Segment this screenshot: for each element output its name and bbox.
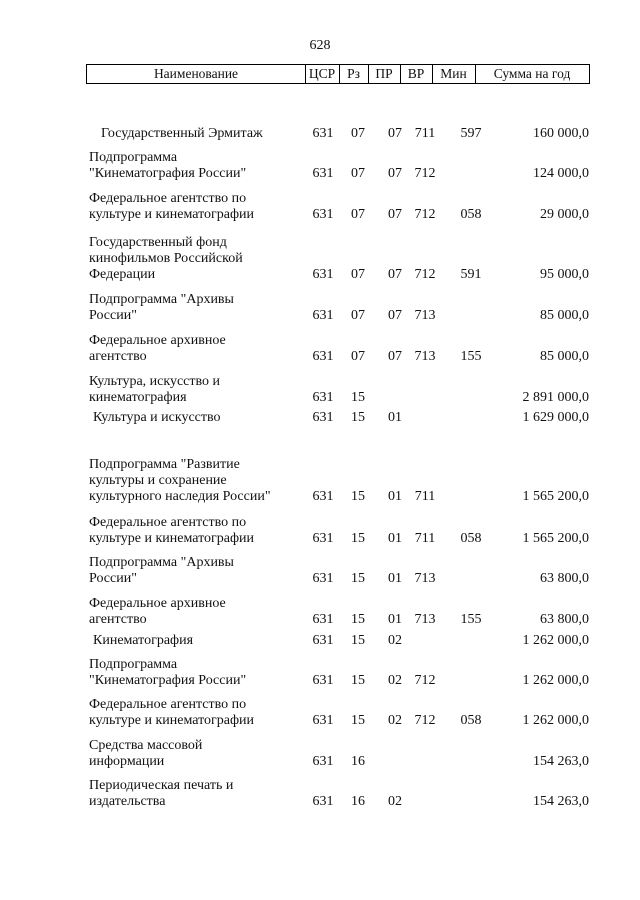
row-sum: 1 629 000,0: [522, 410, 589, 425]
row-pr: 02: [388, 673, 402, 688]
row-sum: 85 000,0: [540, 308, 589, 323]
row-vr: 712: [414, 673, 436, 688]
row-name: Федеральное архивное агентство: [89, 333, 226, 364]
row-sum: 29 000,0: [540, 207, 589, 222]
row-pr: 07: [388, 267, 402, 282]
row-pr: 07: [388, 207, 402, 222]
row-vr: 712: [414, 713, 436, 728]
row-sum: 1 565 200,0: [522, 489, 589, 504]
row-pr: 02: [388, 713, 402, 728]
header-min: Мин: [440, 66, 467, 81]
row-csr: 631: [312, 673, 334, 688]
row-rz: 15: [351, 531, 365, 546]
row-sum: 2 891 000,0: [522, 390, 589, 405]
row-csr: 631: [312, 166, 334, 181]
header-csr: ЦСР: [308, 66, 336, 81]
row-sum: 63 800,0: [540, 612, 589, 627]
row-sum: 1 565 200,0: [522, 531, 589, 546]
row-rz: 15: [351, 489, 365, 504]
row-csr: 631: [312, 633, 334, 648]
row-min: 155: [460, 349, 482, 364]
row-sum: 95 000,0: [540, 267, 589, 282]
row-vr: 712: [414, 267, 436, 282]
row-rz: 15: [351, 410, 365, 425]
row-vr: 711: [414, 531, 436, 546]
row-sum: 154 263,0: [533, 754, 589, 769]
row-csr: 631: [312, 390, 334, 405]
row-csr: 631: [312, 410, 334, 425]
row-vr: 713: [414, 571, 436, 586]
row-name: Подпрограмма "Архивы России": [89, 292, 234, 323]
row-pr: 02: [388, 794, 402, 809]
row-vr: 712: [414, 207, 436, 222]
row-name: Культура, искусство и кинематография: [89, 374, 221, 405]
row-name: Государственный Эрмитаж: [101, 126, 263, 141]
row-vr: 713: [414, 349, 436, 364]
row-pr: 02: [388, 633, 402, 648]
row-min: 058: [460, 207, 482, 222]
row-csr: 631: [312, 267, 334, 282]
row-pr: 01: [388, 489, 402, 504]
row-name: Федеральное агентство по культуре и кинематографии: [89, 515, 255, 546]
row-name: Периодическая печать и издательства: [89, 778, 234, 809]
header-pr: ПР: [375, 66, 393, 81]
row-pr: 07: [388, 166, 402, 181]
row-sum: 124 000,0: [533, 166, 589, 181]
row-sum: 1 262 000,0: [522, 673, 589, 688]
row-name: Государственный фонд кинофильмов Российской Федерации: [89, 235, 243, 282]
row-rz: 15: [351, 612, 365, 627]
row-rz: 15: [351, 633, 365, 648]
row-rz: 15: [351, 390, 365, 405]
row-csr: 631: [312, 571, 334, 586]
row-min: 058: [460, 531, 482, 546]
row-csr: 631: [312, 794, 334, 809]
row-csr: 631: [312, 349, 334, 364]
row-name: Подпрограмма "Развитие культуры и сохранение культурного наследия России": [89, 457, 271, 504]
row-vr: 713: [414, 612, 436, 627]
header-name: Наименование: [153, 66, 239, 81]
row-name: Кинематография: [93, 633, 194, 648]
row-vr: 713: [414, 308, 436, 323]
header-vr: ВР: [407, 66, 425, 81]
row-pr: 01: [388, 531, 402, 546]
row-name: Средства массовой информации: [89, 738, 203, 769]
row-rz: 07: [351, 126, 365, 141]
row-name: Подпрограмма "Кинематография России": [89, 657, 247, 688]
row-csr: 631: [312, 531, 334, 546]
row-name: Федеральное архивное агентство: [89, 596, 226, 627]
row-csr: 631: [312, 207, 334, 222]
row-name: Федеральное агентство по культуре и кинематографии: [89, 191, 255, 222]
row-sum: 160 000,0: [533, 126, 589, 141]
row-vr: 711: [414, 489, 436, 504]
row-min: 058: [460, 713, 482, 728]
row-rz: 07: [351, 166, 365, 181]
row-rz: 16: [351, 794, 365, 809]
row-pr: 01: [388, 571, 402, 586]
row-sum: 1 262 000,0: [522, 633, 589, 648]
row-name: Федеральное агентство по культуре и кинематографии: [89, 697, 255, 728]
row-sum: 85 000,0: [540, 349, 589, 364]
row-csr: 631: [312, 754, 334, 769]
row-pr: 07: [388, 349, 402, 364]
page-number: 628: [309, 38, 331, 53]
row-rz: 07: [351, 267, 365, 282]
row-min: 591: [460, 267, 482, 282]
row-name: Подпрограмма "Кинематография России": [89, 150, 247, 181]
row-vr: 712: [414, 166, 436, 181]
header-rz: Рз: [347, 66, 360, 81]
row-name: Подпрограмма "Архивы России": [89, 555, 234, 586]
row-min: 597: [460, 126, 482, 141]
row-name: Культура и искусство: [93, 410, 221, 425]
row-rz: 07: [351, 349, 365, 364]
row-csr: 631: [312, 489, 334, 504]
row-csr: 631: [312, 126, 334, 141]
row-rz: 15: [351, 571, 365, 586]
row-rz: 16: [351, 754, 365, 769]
row-csr: 631: [312, 308, 334, 323]
row-csr: 631: [312, 612, 334, 627]
header-sum: Сумма на год: [493, 66, 571, 81]
row-rz: 15: [351, 713, 365, 728]
row-min: 155: [460, 612, 482, 627]
row-sum: 63 800,0: [540, 571, 589, 586]
row-pr: 07: [388, 308, 402, 323]
row-pr: 01: [388, 410, 402, 425]
row-rz: 15: [351, 673, 365, 688]
row-csr: 631: [312, 713, 334, 728]
table-header: [86, 64, 590, 84]
row-rz: 07: [351, 308, 365, 323]
row-vr: 711: [414, 126, 436, 141]
row-sum: 154 263,0: [533, 794, 589, 809]
row-pr: 01: [388, 612, 402, 627]
row-sum: 1 262 000,0: [522, 713, 589, 728]
row-rz: 07: [351, 207, 365, 222]
row-pr: 07: [388, 126, 402, 141]
